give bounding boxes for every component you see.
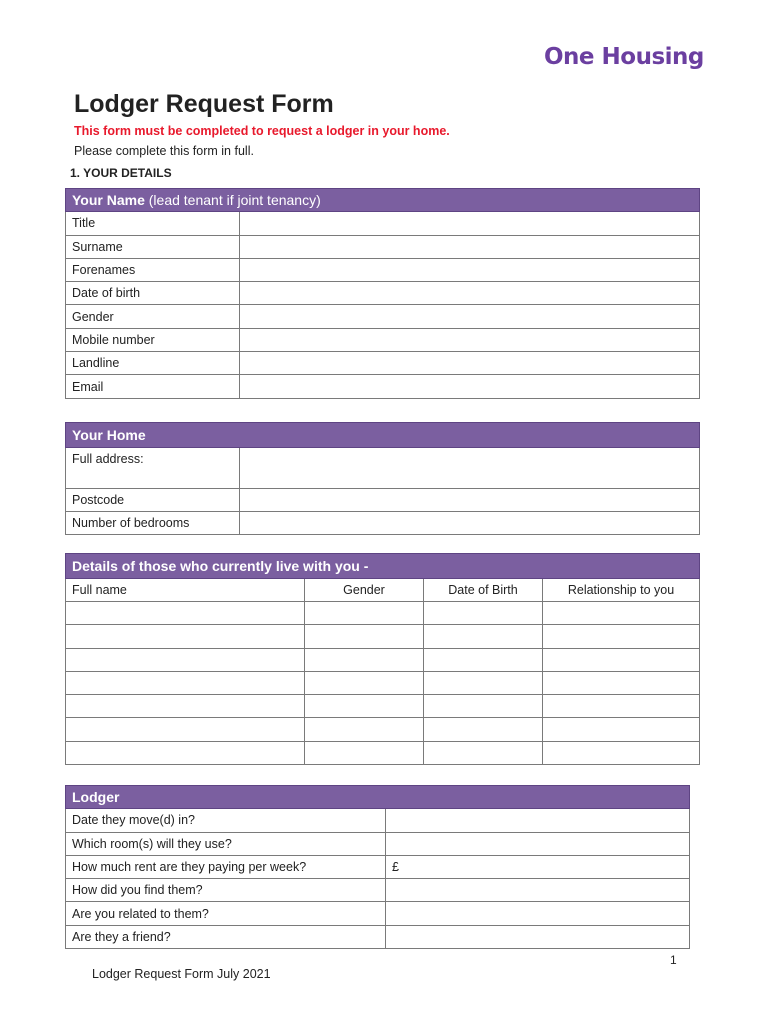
found-input[interactable] (386, 879, 690, 902)
column-header-dob: Date of Birth (424, 579, 543, 602)
rooms-input[interactable] (386, 832, 690, 855)
field-label: Mobile number (66, 328, 240, 351)
your-home-table (65, 422, 700, 535)
address-row (66, 448, 700, 489)
occupant-dob-cell[interactable] (424, 648, 543, 671)
field-label: Landline (66, 352, 240, 375)
rent-input[interactable] (386, 855, 690, 878)
occupants-header (66, 554, 700, 579)
one-housing-logo: One Housing (544, 44, 704, 70)
occupant-name-cell[interactable] (66, 695, 305, 718)
move-in-row (66, 809, 690, 832)
related-row (66, 902, 690, 925)
field-label: Date of birth (66, 282, 240, 305)
field-label: How did you find them? (66, 879, 386, 902)
occupant-dob-cell[interactable] (424, 741, 543, 764)
lodger-header-title: Lodger (66, 786, 690, 809)
your-home-header (66, 423, 700, 448)
occupant-name-cell[interactable] (66, 625, 305, 648)
occupant-row (66, 718, 700, 741)
lodger-header (66, 786, 690, 809)
occupant-row (66, 625, 700, 648)
field-label: Surname (66, 235, 240, 258)
occupant-gender-cell[interactable] (305, 741, 424, 764)
occupant-gender-cell[interactable] (305, 695, 424, 718)
surname-input[interactable] (240, 235, 700, 258)
column-header-relationship: Relationship to you (543, 579, 700, 602)
occupants-column-headers (66, 579, 700, 602)
occupant-dob-cell[interactable] (424, 718, 543, 741)
postcode-row (66, 489, 700, 512)
occupant-name-cell[interactable] (66, 648, 305, 671)
title-input[interactable] (240, 212, 700, 235)
landline-row (66, 352, 700, 375)
occupant-gender-cell[interactable] (305, 671, 424, 694)
column-header-gender: Gender (305, 579, 424, 602)
occupant-relationship-cell[interactable] (543, 625, 700, 648)
occupant-row (66, 695, 700, 718)
your-home-header-title: Your Home (66, 423, 700, 448)
occupant-gender-cell[interactable] (305, 625, 424, 648)
dob-input[interactable] (240, 282, 700, 305)
friend-input[interactable] (386, 925, 690, 948)
field-label: Are you related to them? (66, 902, 386, 925)
email-input[interactable] (240, 375, 700, 398)
field-label: Full address: (66, 448, 240, 489)
your-name-header-note: (lead tenant if joint tenancy) (148, 192, 321, 209)
field-label: Number of bedrooms (66, 512, 240, 535)
your-name-table (65, 188, 700, 399)
pound-sign: £ (392, 860, 399, 875)
rent-row (66, 855, 690, 878)
occupant-relationship-cell[interactable] (543, 648, 700, 671)
occupant-name-cell[interactable] (66, 671, 305, 694)
occupant-row (66, 671, 700, 694)
page-number: 1 (670, 953, 677, 967)
title-row (66, 212, 700, 235)
occupant-dob-cell[interactable] (424, 602, 543, 625)
occupant-dob-cell[interactable] (424, 625, 543, 648)
your-name-header-title: Your Name (72, 192, 145, 209)
occupants-header-title: Details of those who currently live with you - (66, 554, 700, 579)
occupant-name-cell[interactable] (66, 718, 305, 741)
occupant-gender-cell[interactable] (305, 718, 424, 741)
forenames-row (66, 258, 700, 281)
occupant-relationship-cell[interactable] (543, 602, 700, 625)
occupant-dob-cell[interactable] (424, 695, 543, 718)
address-input[interactable] (240, 448, 700, 489)
mobile-input[interactable] (240, 328, 700, 351)
occupant-row (66, 602, 700, 625)
column-header-full-name: Full name (66, 579, 305, 602)
field-label: How much rent are they paying per week? (66, 855, 386, 878)
move-in-input[interactable] (386, 809, 690, 832)
related-input[interactable] (386, 902, 690, 925)
occupant-name-cell[interactable] (66, 741, 305, 764)
field-label: Postcode (66, 489, 240, 512)
footer-text: Lodger Request Form July 2021 (92, 967, 271, 981)
occupant-relationship-cell[interactable] (543, 671, 700, 694)
field-label: Email (66, 375, 240, 398)
field-label: Forenames (66, 258, 240, 281)
occupant-row (66, 648, 700, 671)
rooms-row (66, 832, 690, 855)
occupant-row (66, 741, 700, 764)
bedrooms-input[interactable] (240, 512, 700, 535)
occupant-name-cell[interactable] (66, 602, 305, 625)
occupant-relationship-cell[interactable] (543, 695, 700, 718)
bedrooms-row (66, 512, 700, 535)
field-label: Gender (66, 305, 240, 328)
email-row (66, 375, 700, 398)
field-label: Which room(s) will they use? (66, 832, 386, 855)
landline-input[interactable] (240, 352, 700, 375)
occupant-relationship-cell[interactable] (543, 741, 700, 764)
your-name-header (66, 189, 700, 212)
mobile-row (66, 328, 700, 351)
occupant-relationship-cell[interactable] (543, 718, 700, 741)
lodger-table (65, 785, 690, 949)
gender-row (66, 305, 700, 328)
field-label: Are they a friend? (66, 925, 386, 948)
postcode-input[interactable] (240, 489, 700, 512)
occupant-dob-cell[interactable] (424, 671, 543, 694)
field-label: Date they move(d) in? (66, 809, 386, 832)
page-title: Lodger Request Form (74, 90, 334, 118)
occupant-gender-cell[interactable] (305, 602, 424, 625)
dob-row (66, 282, 700, 305)
gender-input[interactable] (240, 305, 700, 328)
forenames-input[interactable] (240, 258, 700, 281)
warning-text: This form must be completed to request a lodger in your home. (74, 124, 450, 138)
intro-text: Please complete this form in full. (74, 144, 254, 158)
section-heading: 1. YOUR DETAILS (70, 166, 172, 180)
occupants-table (65, 553, 700, 765)
friend-row (66, 925, 690, 948)
field-label: Title (66, 212, 240, 235)
occupant-gender-cell[interactable] (305, 648, 424, 671)
found-row (66, 879, 690, 902)
surname-row (66, 235, 700, 258)
